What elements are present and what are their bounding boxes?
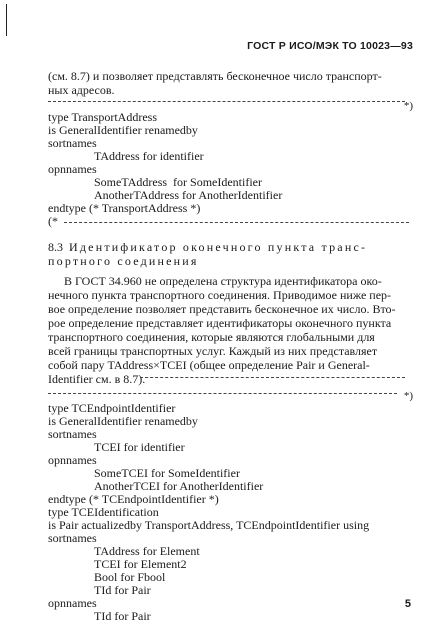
separator-mark: (* [48, 214, 58, 228]
code-line: AnotherTAddress for AnotherIdentifier [94, 188, 283, 202]
text-line: ных адресов. [48, 83, 115, 97]
code-line: opnnames [48, 162, 97, 176]
separator-mark: *) [403, 390, 413, 402]
code-line: TCEI for identifier [94, 440, 185, 454]
separator-line [64, 222, 409, 223]
code-line: SomeTAddress for SomeIdentifier [94, 175, 262, 189]
code-line: type TCEndpointIdentifier [48, 401, 176, 415]
code-line: TId for Pair [94, 583, 151, 597]
paragraph-line: собой пару TAddress×TCEI (общее определение Pair и General- [48, 358, 370, 372]
code-line: TAddress for identifier [94, 149, 204, 163]
text-line: (см. 8.7) и позволяет представлять бесконечное число транспорт- [48, 69, 382, 83]
code-line: opnnames [48, 596, 97, 610]
code-line: sortnames [48, 427, 97, 441]
section-title-cont: портного соединения [48, 254, 199, 268]
code-line: TAddress for Element [94, 544, 200, 558]
paragraph-line: нечного пункта транспортного соединения. Приводимое ниже пер- [48, 288, 392, 302]
code-line: is Pair actualizedby TransportAddress, TCEndpointIdentifier using [48, 518, 370, 532]
separator-mark: *) [403, 100, 413, 112]
code-line: type TCEIdentification [48, 505, 159, 519]
separator-line [48, 393, 397, 394]
code-line: endtype (* TCEndpointIdentifier *) [48, 492, 219, 506]
paragraph-line: Identifier см. в 8.7). [48, 372, 146, 386]
section-heading [48, 241, 367, 253]
code-line: sortnames [48, 531, 97, 545]
code-line: type TransportAddress [48, 110, 158, 124]
separator-line [48, 101, 405, 102]
code-line: TCEI for Element2 [94, 557, 187, 571]
page-number: 5 [404, 598, 411, 610]
code-line: SomeTCEI for SomeIdentifier [94, 466, 240, 480]
code-line: is GeneralIdentifier renamedby [48, 123, 198, 137]
code-line: endtype (* TransportAddress *) [48, 201, 201, 215]
code-line: AnotherTCEI for AnotherIdentifier [94, 479, 264, 493]
section-title: Идентификатор оконечного пункта транс- [69, 240, 368, 254]
code-line: TId for Pair [94, 609, 151, 623]
code-line: sortnames [48, 136, 97, 150]
standard-header: ГОСТ Р ИСО/МЭК ТО 10023—93 [247, 40, 413, 52]
code-line: Bool for Fbool [94, 570, 166, 584]
margin-bracket [6, 4, 13, 36]
section-number: 8.3 [48, 240, 63, 254]
paragraph-line: вое определение позволяет представить бесконечное их число. Вто- [48, 302, 396, 316]
paragraph-line: всей границы транспортных услуг. Каждый из них представляет [48, 344, 378, 358]
paragraph-line: В ГОСТ 34.960 не определена структура идентификатора око- [64, 274, 382, 288]
paragraph-line: рое определение представляет идентификаторы оконечного пункта [48, 316, 392, 330]
separator-line [140, 377, 405, 378]
paragraph-line: транспортного соединения, которые являются глобальными для [48, 330, 375, 344]
code-line: is GeneralIdentifier renamedby [48, 414, 198, 428]
code-line: opnnames [48, 453, 97, 467]
